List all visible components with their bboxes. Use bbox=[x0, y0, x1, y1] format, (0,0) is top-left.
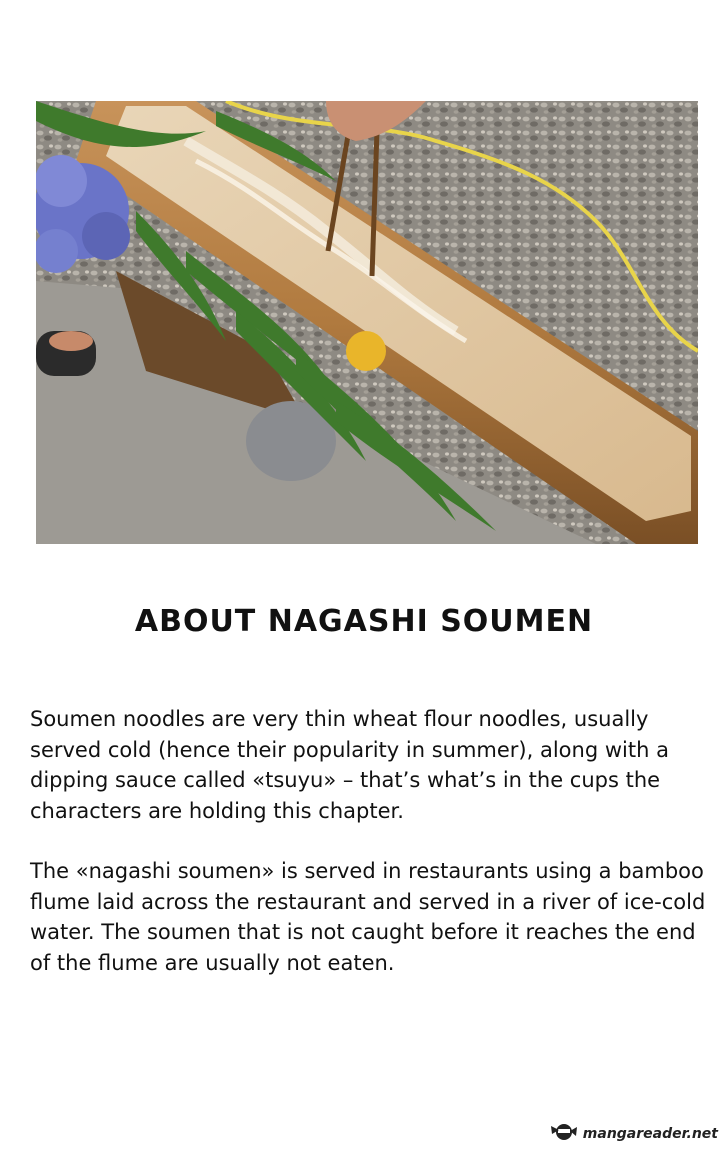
article-body bbox=[30, 704, 710, 1008]
paragraph-soumen-definition: Soumen noodles are very thin wheat flour noodles, usually served cold (hence their popularity in summer), along with a dipping sauce called «tsuyu» – that’s what’s in the cups the characters are holding this chapter. bbox=[30, 707, 669, 823]
ninja-logo-icon bbox=[549, 1121, 579, 1147]
site-watermark bbox=[549, 1122, 718, 1146]
sunflower bbox=[346, 331, 386, 371]
page-title: ABOUT NAGASHI SOUMEN bbox=[134, 604, 594, 639]
paragraph-nagashi-description: The «nagashi soumen» is served in restaurants using a bamboo flume laid across the restaurant and served in a river of ice-cold water. The soumen that is not caught before it reaches the end of the flume are usually not eaten. bbox=[30, 859, 706, 975]
photo-illustration bbox=[36, 101, 698, 544]
watermark-text: mangareader.net bbox=[582, 1126, 718, 1142]
nagashi-soumen-photo bbox=[36, 101, 698, 544]
